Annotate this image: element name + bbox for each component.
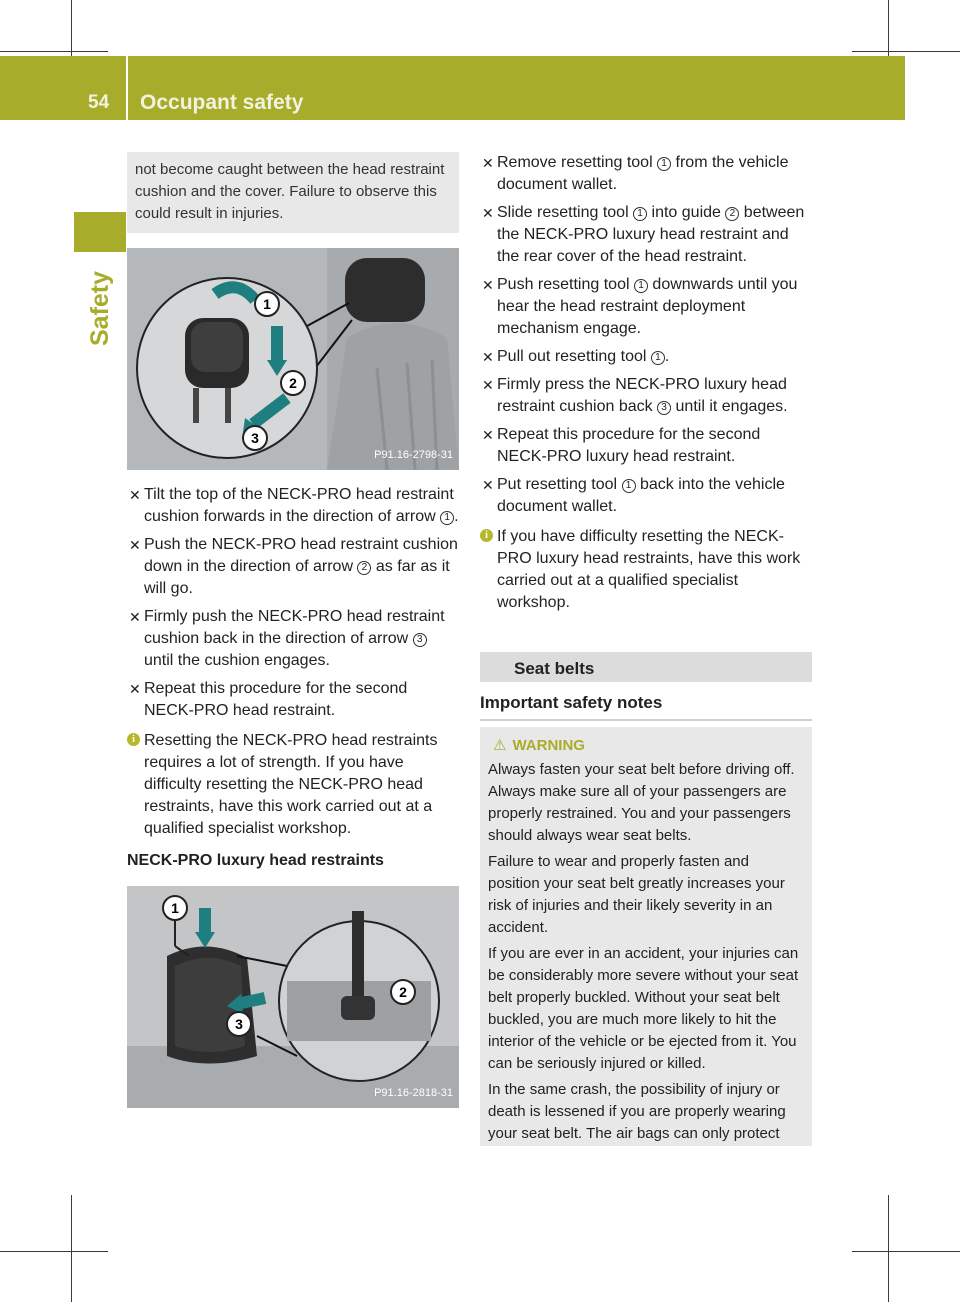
figure-head-restraint-reset <box>127 248 459 470</box>
step-marker-icon: ✕ <box>482 349 494 365</box>
crop-mark <box>0 1251 108 1252</box>
step-item: ✕ Slide resetting tool 1 into guide 2 between the NECK-PRO luxury head restraint and the rear cover of the head restraint. <box>482 204 805 265</box>
callout-ref: 2 <box>357 561 371 575</box>
warning-paragraph: In the same crash, the possibility of injury or death is lessened if you are properly wearing your seat belt. The air bags can only protect <box>488 1081 786 1142</box>
warning-paragraph: Always fasten your seat belt before driving off. Always make sure all of your passengers are properly restrained. You and your passengers should always wear seat belts. <box>488 761 795 844</box>
step-item: ✕ Repeat this procedure for the second NECK-PRO luxury head restraint. <box>482 426 761 465</box>
warning-paragraph: If you are ever in an accident, your injuries can be considerably more severe without your seat belt properly buckled. Without your seat belt buckled, you are much more likely to hit the interior of the vehicle or be ejected from it. You can be seriously injured or killed. <box>488 945 799 1072</box>
step-marker-icon: ✕ <box>129 609 141 625</box>
warning-continuation: not become caught between the head restraint cushion and the cover. Failure to observe this could result in injuries. <box>127 152 459 233</box>
info-icon: i <box>480 529 493 542</box>
figure-code: P91.16-2818-31 <box>374 1087 453 1099</box>
step-item: ✕ Firmly press the NECK-PRO luxury head restraint cushion back 3 until it engages. <box>482 376 788 415</box>
subheading-important-safety-notes: Important safety notes <box>480 692 812 721</box>
warning-triangle-icon: ⚠ <box>493 737 507 754</box>
figure-code: P91.16-2798-31 <box>374 449 453 461</box>
subheading-neck-pro-luxury: NECK-PRO luxury head restraints <box>127 852 384 869</box>
right-steps <box>480 152 812 518</box>
header-bar <box>0 56 905 120</box>
svg-text:3: 3 <box>251 430 259 446</box>
step-item: ✕ Push the NECK-PRO head restraint cushion down in the direction of arrow 2 as far as it will go. <box>129 536 458 597</box>
step-marker-icon: ✕ <box>482 477 494 493</box>
step-item: ✕ Repeat this procedure for the second NECK-PRO head restraint. <box>129 680 408 719</box>
step-marker-icon: ✕ <box>129 537 141 553</box>
head-restraint-illustration <box>127 248 459 470</box>
callout-ref: 1 <box>634 279 648 293</box>
step-item: ✕ Pull out resetting tool 1 . <box>480 346 812 368</box>
callout-ref: 1 <box>440 511 454 525</box>
crop-mark <box>0 51 108 52</box>
callout-ref: 1 <box>622 479 636 493</box>
right-column <box>480 152 812 1146</box>
warning-paragraph: Failure to wear and properly fasten and position your seat belt greatly increases your risk of injuries and their likely severity in an accident. <box>488 853 785 936</box>
step-marker-icon: ✕ <box>482 277 494 293</box>
callout-ref: 2 <box>725 207 739 221</box>
callout-ref: 3 <box>413 633 427 647</box>
luxury-head-restraint-illustration <box>127 886 459 1108</box>
step-marker-icon: ✕ <box>129 681 141 697</box>
left-column <box>127 152 459 1108</box>
callout-ref: 3 <box>657 401 671 415</box>
figure-luxury-head-restraint <box>127 886 459 1108</box>
warning-box <box>480 727 812 1146</box>
info-note: i Resetting the NECK-PRO head restraints requires a lot of strength. If you have difficulty resetting the NECK-PRO head restraints, have this work carried out at a qualified specialist workshop. <box>127 730 459 840</box>
header-divider <box>126 56 128 120</box>
step-item: ✕ Firmly push the NECK-PRO head restraint cushion back in the direction of arrow 3 until the cushion engages. <box>129 608 445 669</box>
step-marker-icon: ✕ <box>482 377 494 393</box>
page-number: 54 <box>88 92 110 113</box>
section-title: Occupant safety <box>140 91 304 114</box>
side-tab-block <box>74 212 126 252</box>
svg-text:2: 2 <box>399 984 407 1000</box>
crop-mark <box>71 1195 72 1302</box>
info-icon: i <box>127 733 140 746</box>
side-tab-label: Safety <box>86 270 114 346</box>
step-marker-icon: ✕ <box>482 155 494 171</box>
callout-ref: 1 <box>651 351 665 365</box>
step-item: ✕ Push resetting tool 1 downwards until you hear the head restraint deployment mechanism engage. <box>482 276 798 337</box>
step-item: ✕ Remove resetting tool 1 from the vehicle document wallet. <box>482 154 789 193</box>
svg-text:3: 3 <box>235 1016 243 1032</box>
crop-mark <box>888 1195 889 1302</box>
warning-heading: ⚠ WARNING <box>488 735 804 757</box>
svg-text:1: 1 <box>171 900 179 916</box>
crop-mark <box>852 51 960 52</box>
section-heading-seat-belts: Seat belts <box>480 652 812 682</box>
step-item: ✕ Tilt the top of the NECK-PRO head restraint cushion forwards in the direction of arrow 1 . <box>129 486 459 525</box>
crop-mark <box>852 1251 960 1252</box>
step-item: ✕ Put resetting tool 1 back into the vehicle document wallet. <box>482 476 785 515</box>
svg-text:2: 2 <box>289 375 297 391</box>
left-steps <box>127 484 459 722</box>
info-note: i If you have difficulty resetting the NECK-PRO luxury head restraints, have this work carried out at a qualified specialist workshop. <box>480 526 812 614</box>
step-marker-icon: ✕ <box>482 205 494 221</box>
svg-text:1: 1 <box>263 296 271 312</box>
callout-ref: 1 <box>657 157 671 171</box>
step-marker-icon: ✕ <box>482 427 494 443</box>
step-marker-icon: ✕ <box>129 487 141 503</box>
callout-ref: 1 <box>633 207 647 221</box>
